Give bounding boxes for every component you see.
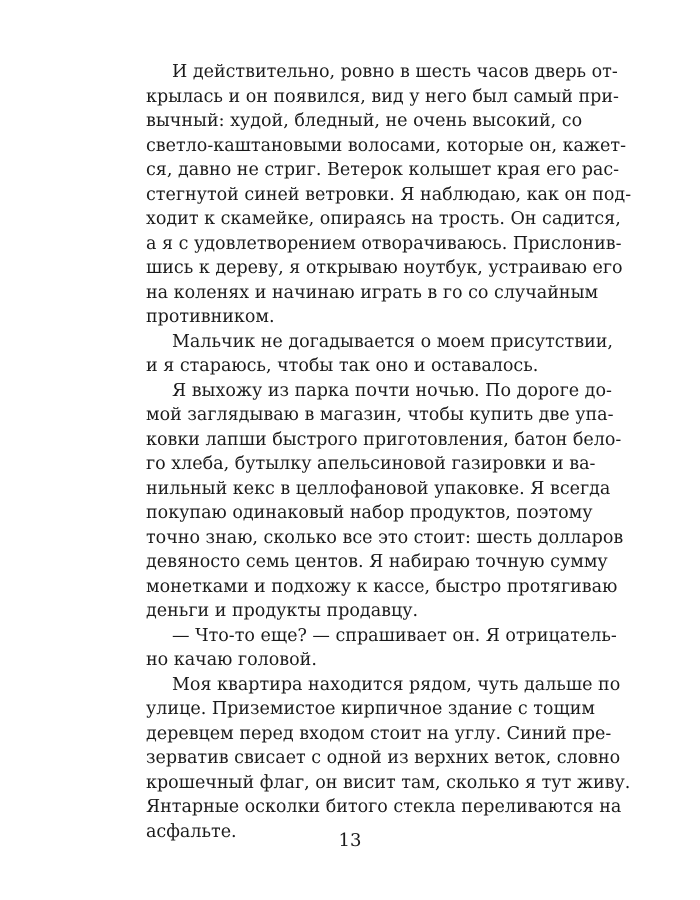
text-line: но качаю головой. <box>146 650 317 670</box>
text-line: шись к дереву, я открываю ноутбук, устраиваю его <box>146 258 623 278</box>
text-line: ся, давно не стриг. Ветерок колышет края его рас- <box>146 160 620 180</box>
text-line: нильный кекс в целлофановой упаковке. Я всегда <box>146 478 611 499</box>
text-line: покупаю одинаковый набор продуктов, поэтому <box>146 503 593 523</box>
text-line: монетками и подхожу к кассе, быстро протягиваю <box>146 576 618 597</box>
text-line: Я выхожу из парка почти ночью. По дороге до- <box>172 380 612 401</box>
text-line: деньги и продукты продавцу. <box>146 601 419 621</box>
text-line: девяносто семь центов. Я набираю точную сумму <box>146 552 608 572</box>
text-line: улице. Приземистое кирпичное здание с тощим <box>146 699 596 719</box>
text-line: противником. <box>146 307 275 327</box>
text-line: Моя квартира находится рядом, чуть дальше по <box>172 674 621 695</box>
text-line: точно знаю, сколько все это стоит: шесть долларов <box>146 527 624 548</box>
text-line: асфальте. <box>146 821 237 842</box>
text-line: а я с удовлетворением отворачиваюсь. Прислонив- <box>146 233 622 254</box>
text-line: зерватив свисает с одной из верхних веток, словно <box>146 748 621 768</box>
text-line: мой заглядываю в магазин, чтобы купить две упа- <box>146 405 614 425</box>
text-line: крошечный флаг, он висит там, сколько я тут живу. <box>146 772 631 793</box>
text-line: Мальчик не догадывается о моем присутствии, <box>172 331 613 352</box>
text-line: стегнутой синей ветровки. Я наблюдаю, как он под- <box>146 184 632 205</box>
text-line: светло-каштановыми волосами, которые он, кажет- <box>146 135 626 156</box>
page-number: 13 <box>338 830 362 851</box>
text-line: го хлеба, бутылку апельсиновой газировки и ва- <box>146 454 596 474</box>
text-line: деревцем перед входом стоит на углу. Синий пре- <box>146 723 612 744</box>
text-line: на коленях и начинаю играть в го со случайным <box>146 282 599 303</box>
body-text <box>146 60 632 844</box>
text-line: — Что-то еще? — спрашивает он. Я отрицатель- <box>172 625 617 646</box>
text-line: вычный: худой, бледный, не очень высокий, со <box>146 111 583 131</box>
text-line: ходит к скамейке, опираясь на трость. Он садится, <box>146 209 621 229</box>
text-line: И действительно, ровно в шесть часов дверь от- <box>172 62 618 82</box>
text-line: и я стараюсь, чтобы так оно и оставалось. <box>146 356 539 376</box>
text-line: крылась и он появился, вид у него был самый при- <box>146 86 619 107</box>
text-line: ковки лапши быстрого приготовления, батон бело- <box>146 429 622 450</box>
text-line: Янтарные осколки битого стекла переливаются на <box>146 797 622 817</box>
